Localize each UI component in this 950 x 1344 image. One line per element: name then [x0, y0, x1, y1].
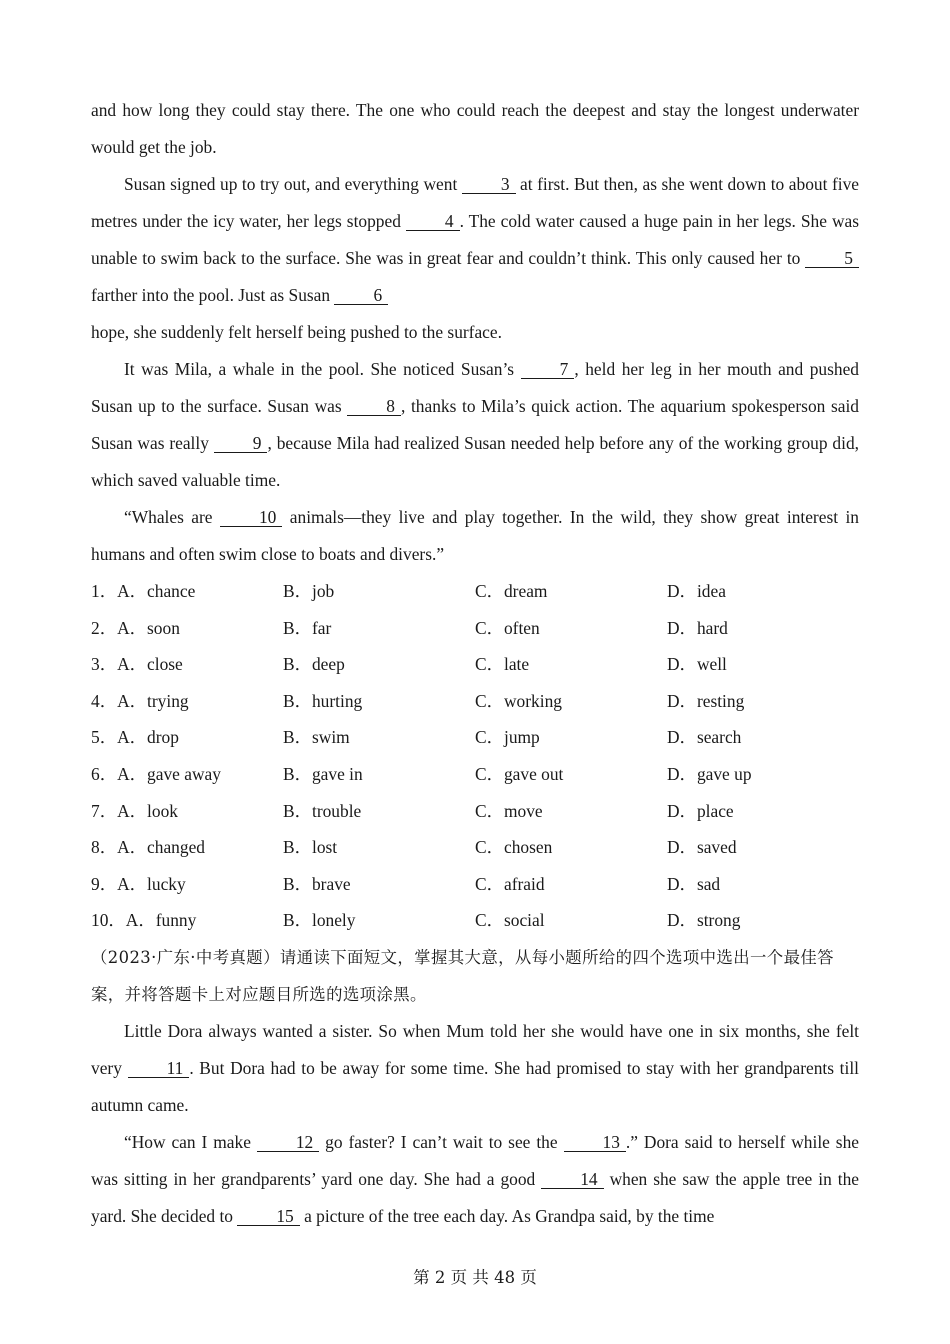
option-row: 7．A．look B．trouble C．move D．place — [91, 800, 734, 821]
blank-7: 7 — [521, 360, 575, 379]
option-row: 9．A．lucky B．brave C．afraid D．sad — [91, 873, 721, 894]
blank-11: 11 — [128, 1059, 190, 1078]
page-footer: 第 2 页 共 48 页 — [413, 1268, 537, 1287]
blank-10: 10 — [220, 508, 282, 527]
passage1-paragraph-3: It was Mila, a whale in the pool. She noticed Susan’s 7 , held her leg in her mouth and pushed Susan up to the surface. Susan was 8 , thanks to Mila’s quick action. The aquarium spokesperson said Susan was really 9 , because Mila had realized Susan needed help before any of the working group did, which saved valuable time. — [91, 359, 859, 490]
option-row: 10．A．funny B．lonely C．social D．strong — [91, 910, 741, 931]
option-row: 5．A．drop B．swim C．jump D．search — [91, 727, 742, 748]
passage2-paragraph-1: Little Dora always wanted a sister. So when Mum told her she would have one in six months, she felt very 11 . But Dora had to be away for some time. She had promised to stay with her grandparents till autumn came. — [91, 1020, 859, 1115]
passage1-paragraph-2: Susan signed up to try out, and everything went 3 at first. But then, as she went down to about five metres under the icy water, her legs stopped 4 . The cold water caused a huge pain in her legs. She was unable to swim back to the surface. She was in great fear and couldn’t think. This only caused her to 5 farther into the pool. Just as Susan 6 hope, she suddenly felt herself being pushed to the surface. — [91, 174, 859, 342]
blank-14: 14 — [541, 1170, 603, 1189]
section-instruction: （2023·广东·中考真题）请通读下面短文，掌握其大意，从每小题所给的四个选项中选出一个最佳答案，并将答题卡上对应题目所选的选项涂黑。 — [91, 947, 834, 1004]
document-body — [91, 92, 859, 1235]
blank-15: 15 — [237, 1207, 299, 1226]
option-row: 6．A．gave away B．gave in C．gave out D．gave up — [91, 763, 752, 784]
blank-3: 3 — [462, 175, 516, 194]
passage1-paragraph-4: “Whales are 10 animals—they live and play together. In the wild, they show great interest in humans and often swim close to boats and divers.” — [91, 507, 860, 564]
blank-13: 13 — [564, 1133, 626, 1152]
option-row: 3．A．close B．deep C．late D．well — [91, 654, 727, 675]
passage1-paragraph-1: and how long they could stay there. The one who could reach the deepest and stay the longest underwater would get the job. — [91, 100, 859, 157]
blank-8: 8 — [347, 397, 401, 416]
blank-9: 9 — [214, 434, 268, 453]
passage2-paragraph-2: “How can I make 12 go faster? I can’t wait to see the 13 .” Dora said to herself while she was sitting in her grandparents’ yard one day. She had a good 14 when she saw the apple tree in the yard. She decided to 15 a picture of the tree each day. As Grandpa said, by the time — [91, 1131, 859, 1226]
blank-4: 4 — [406, 212, 460, 231]
option-row: 2．A．soon B．far C．often D．hard — [91, 617, 728, 638]
blank-6: 6 — [334, 286, 388, 305]
blank-5: 5 — [805, 249, 859, 268]
option-row: 8．A．changed B．lost C．chosen D．saved — [91, 837, 737, 858]
blank-12: 12 — [257, 1133, 319, 1152]
option-row: 1．A．chance B．job C．dream D．idea — [91, 581, 726, 601]
options-table — [91, 573, 859, 939]
option-row: 4．A．trying B．hurting C．working D．resting — [91, 690, 745, 711]
